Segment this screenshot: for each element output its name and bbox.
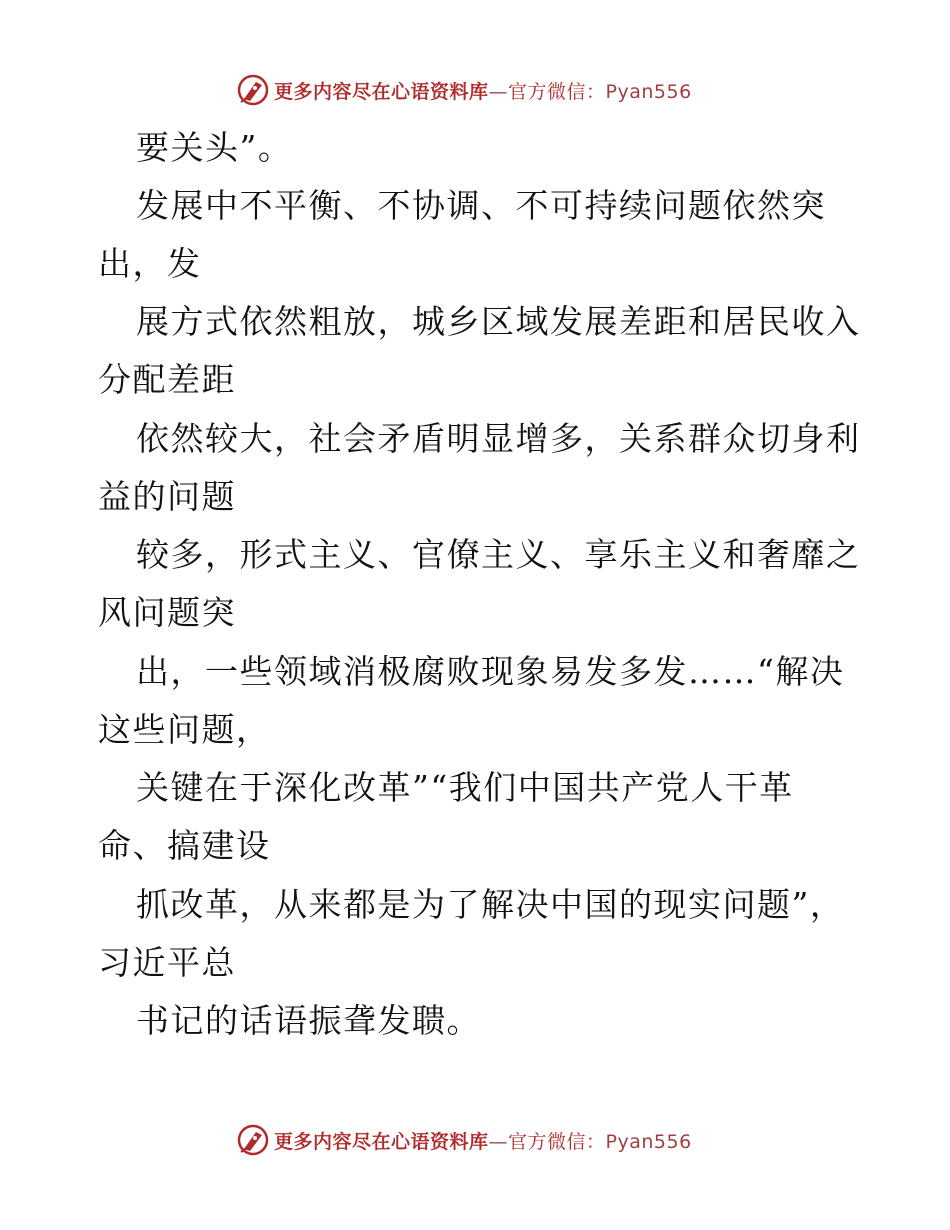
watermark-separator: — (488, 80, 509, 103)
fountain-pen-nib-icon (236, 1123, 270, 1157)
text-line: 抓改革，从来都是为了解决中国的现实问题”， (136, 885, 845, 924)
text-line: 发展中不平衡、不协调、不可持续问题依然突 (136, 186, 826, 225)
watermark-account: Pyan556 (605, 1130, 692, 1153)
text-line: 要关头”。 (136, 128, 293, 167)
watermark-text (274, 1127, 692, 1154)
text-line: 这些问题， (98, 710, 271, 749)
watermark-account: Pyan556 (605, 80, 692, 103)
watermark-label: 官方微信： (508, 1130, 606, 1153)
text-line: 关键在于深化改革”“我们中国共产党人干革 (136, 768, 794, 807)
watermark-separator: — (488, 1130, 509, 1153)
text-line: 出，一些领域消极腐败现象易发多发……“解决 (136, 652, 845, 691)
watermark-brand: 更多内容尽在心语资料库 (274, 80, 489, 103)
text-line: 命、搞建设 (98, 826, 271, 865)
text-line: 依然较大，社会矛盾明显增多，关系群众切身利 (136, 419, 861, 458)
text-line: 习近平总 (98, 943, 236, 982)
text-line: 出，发 (98, 244, 202, 283)
footer-watermark (236, 1123, 692, 1157)
text-line: 书记的话语振聋发聩。 (136, 1001, 481, 1040)
watermark-label: 官方微信： (508, 80, 606, 103)
text-line: 分配差距 (98, 360, 236, 399)
text-line: 风问题突 (98, 593, 236, 632)
watermark-brand: 更多内容尽在心语资料库 (274, 1130, 489, 1153)
text-line: 展方式依然粗放，城乡区域发展差距和居民收入 (136, 302, 861, 341)
text-line: 较多，形式主义、官僚主义、享乐主义和奢靡之 (136, 535, 861, 574)
text-line: 益的问题 (98, 477, 236, 516)
